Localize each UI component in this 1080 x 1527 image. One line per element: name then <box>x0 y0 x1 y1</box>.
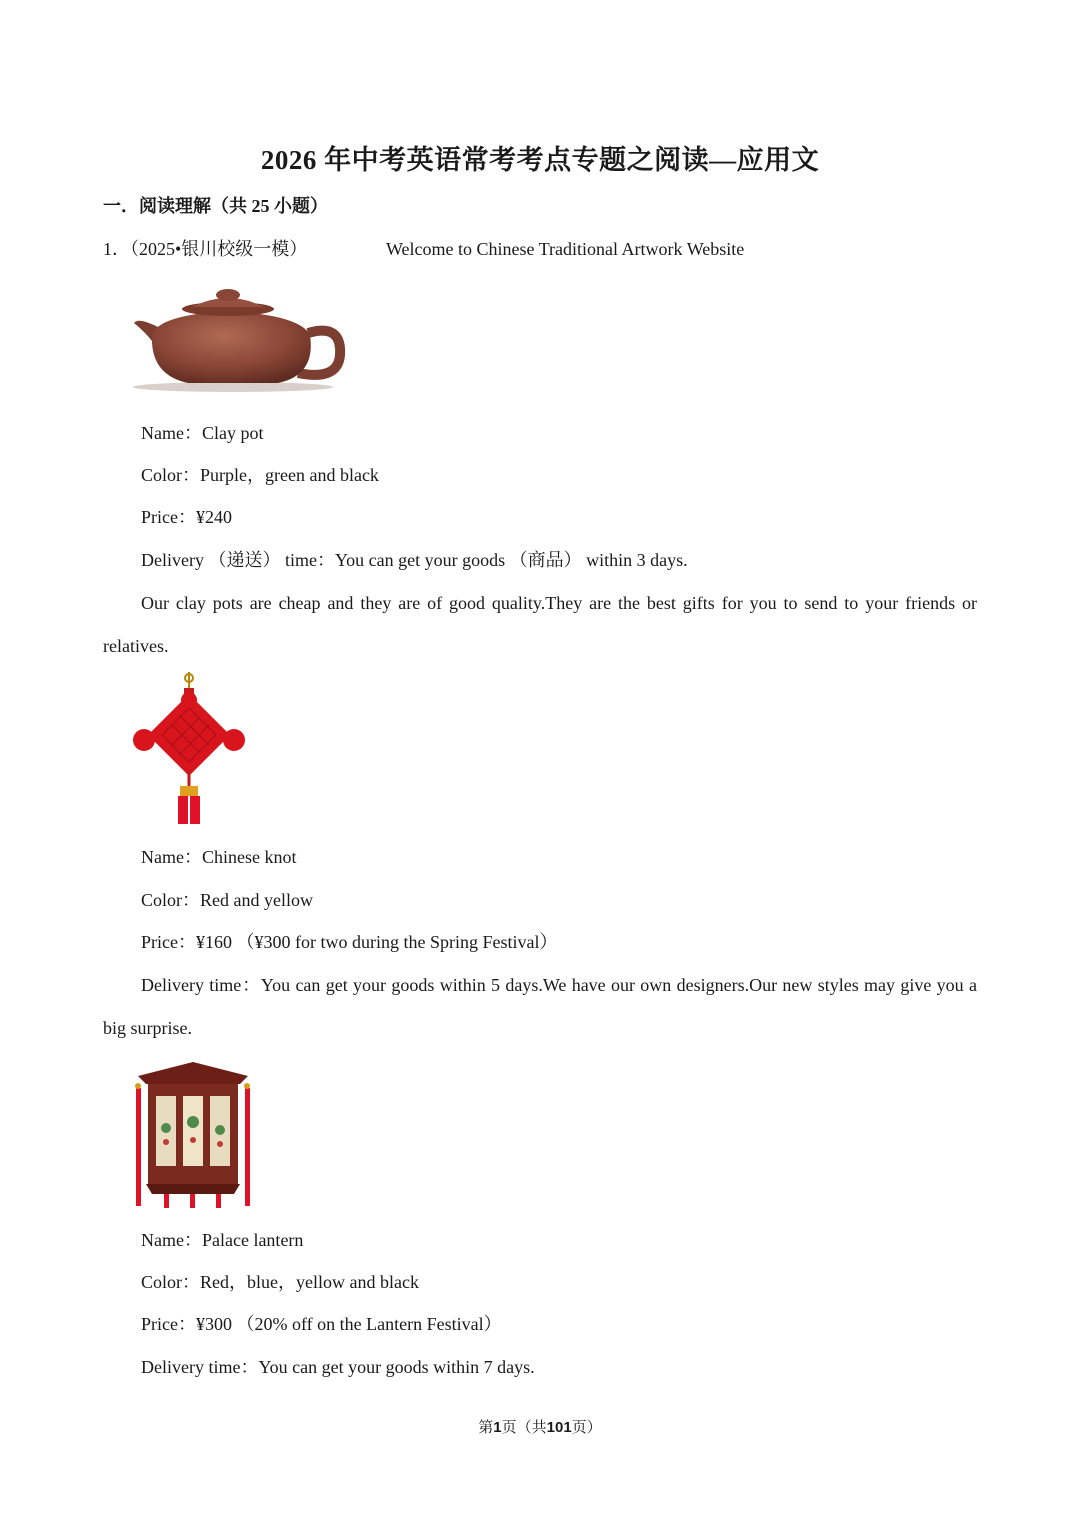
total-page-count: 101 <box>546 1419 572 1436</box>
item-color: Color：Red，blue，yellow and black <box>141 1272 419 1292</box>
item-delivery: Delivery （递送） time：You can get your goods （商品） within 3 days. <box>141 550 688 570</box>
section-heading: 一．阅读理解（共 25 小题） <box>103 196 328 216</box>
footer-prefix: 第 <box>478 1419 494 1436</box>
chinese-knot-image <box>132 670 246 828</box>
page-footer <box>0 1416 1080 1437</box>
item-name: Name：Chinese knot <box>141 847 297 867</box>
current-page-number: 1 <box>493 1419 502 1436</box>
item-name: Name：Palace lantern <box>141 1230 304 1250</box>
question-title: Welcome to Chinese Traditional Artwork Website <box>386 239 745 259</box>
item-price: Price：¥300 （20% off on the Lantern Festival） <box>141 1314 502 1334</box>
item-price: Price：¥160 （¥300 for two during the Spring Festival） <box>141 932 558 952</box>
clay-teapot-image <box>128 283 348 395</box>
item-name: Name：Clay pot <box>141 423 264 443</box>
footer-suffix: 页） <box>571 1419 602 1436</box>
item-color: Color：Red and yellow <box>141 890 313 910</box>
question-number: 1．（2025•银川校级一模） <box>103 239 308 259</box>
palace-lantern-image <box>130 1058 256 1212</box>
item-delivery: Delivery time：You can get your goods within 7 days. <box>141 1357 535 1377</box>
item-delivery-description: Delivery time：You can get your goods within 5 days.We have our own designers.Our new styles may give you a big surprise. <box>103 975 977 1038</box>
footer-middle: 页（共 <box>501 1419 547 1436</box>
page-title: 2026 年中考英语常考考点专题之阅读—应用文 <box>260 145 820 175</box>
item-description: Our clay pots are cheap and they are of good quality.They are the best gifts for you to send to your friends or relatives. <box>103 593 977 656</box>
item-color: Color：Purple，green and black <box>141 465 379 485</box>
item-price: Price：¥240 <box>141 507 232 527</box>
